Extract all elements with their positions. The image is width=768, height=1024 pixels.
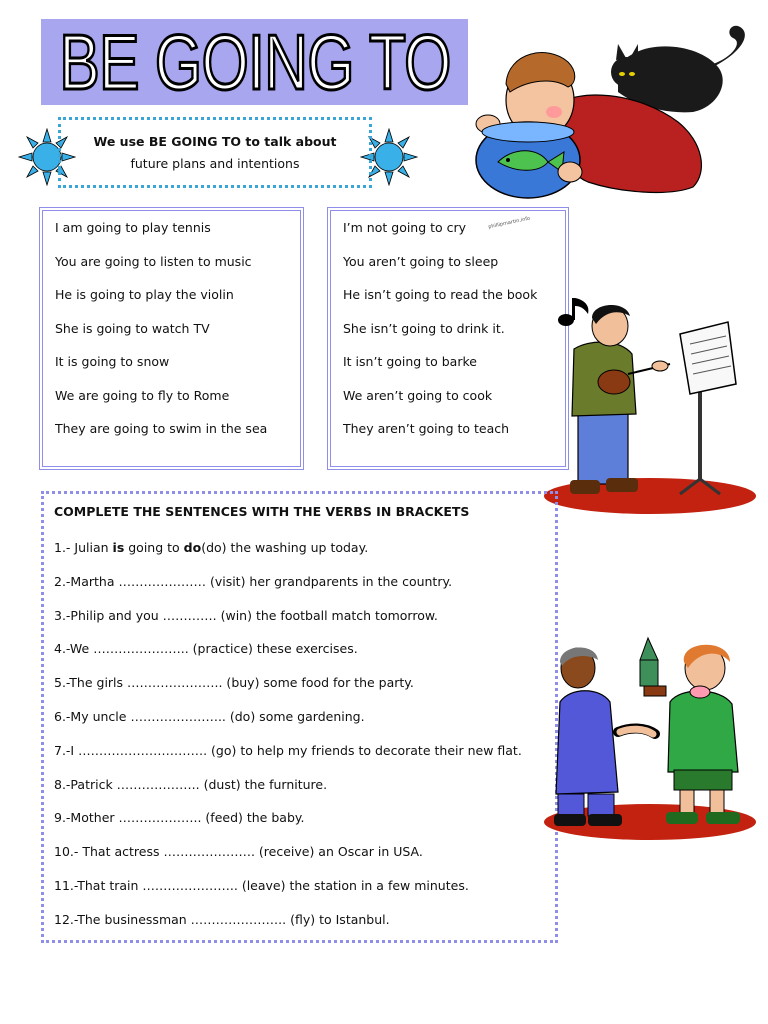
negative-sentence: It isn’t going to barke bbox=[343, 354, 477, 369]
negative-sentence: They aren’t going to teach bbox=[343, 421, 510, 436]
affirmative-sentence: He is going to play the violin bbox=[55, 287, 234, 302]
intro-line-1: We use BE GOING TO to talk about bbox=[93, 133, 337, 149]
exercise-heading: COMPLETE THE SENTENCES WITH THE VERBS IN BRACKETS bbox=[54, 504, 470, 519]
affirmative-sentence: She is going to watch TV bbox=[55, 320, 210, 336]
negative-sentence: You aren’t going to sleep bbox=[343, 253, 499, 269]
affirmative-examples-box bbox=[39, 207, 304, 470]
award-handshake-illustration bbox=[540, 632, 760, 842]
affirmative-sentence: It is going to snow bbox=[55, 354, 170, 369]
example-answer-bold: do bbox=[183, 540, 202, 555]
negative-sentence: I’m not going to cry bbox=[343, 220, 467, 235]
violinist-illustration bbox=[540, 294, 760, 516]
exercise-item: 2.-Martha ………………… (visit) her grandparents in the country. bbox=[54, 573, 453, 589]
affirmative-sentence: You are going to listen to music bbox=[55, 253, 252, 269]
exercise-item: 12.-The businessman ………………….. (fly) to Istanbul. bbox=[54, 911, 390, 927]
exercise-box bbox=[41, 491, 558, 943]
negative-sentence: She isn’t going to drink it. bbox=[343, 320, 505, 336]
boy-fishbowl-cat-illustration bbox=[468, 22, 768, 200]
page-title: BE GOING TO bbox=[58, 18, 451, 106]
exercise-item: 6.-My uncle ………………….. (do) some gardening. bbox=[54, 708, 365, 724]
intro-box bbox=[58, 117, 372, 188]
exercise-item: 11.-That train ………………….. (leave) the station in a few minutes. bbox=[54, 877, 469, 893]
example-answer-bold: is bbox=[112, 540, 125, 555]
exercise-item: 5.-The girls ………………….. (buy) some food for the party. bbox=[54, 675, 414, 691]
exercise-item-text: 1.- Julian bbox=[54, 540, 113, 555]
affirmative-sentence: They are going to swim in the sea bbox=[55, 421, 268, 436]
music-note-icon bbox=[558, 298, 588, 326]
exercise-item-text: (do) the washing up today. bbox=[201, 540, 369, 555]
exercise-item: 10.- That actress …………………. (receive) an Oscar in USA. bbox=[54, 844, 423, 860]
exercise-item: 8.-Patrick ……………….. (dust) the furniture. bbox=[54, 776, 328, 792]
affirmative-sentence: I am going to play tennis bbox=[55, 220, 211, 235]
exercise-item: 7.-I …………………………. (go) to help my friends to decorate their new flat. bbox=[54, 742, 522, 758]
exercise-item: 4.-We ………………….. (practice) these exercises. bbox=[54, 641, 358, 657]
title-banner bbox=[41, 19, 468, 105]
exercise-item: 9.-Mother ……………….. (feed) the baby. bbox=[54, 810, 305, 826]
exercise-item bbox=[54, 537, 555, 571]
illustration-credit: phillipmartin.info bbox=[487, 215, 531, 231]
negative-sentence: He isn’t going to read the book bbox=[343, 287, 538, 302]
exercise-item: 3.-Philip and you …………. (win) the football match tomorrow. bbox=[54, 607, 438, 623]
affirmative-sentence: We are going to fly to Rome bbox=[55, 387, 230, 403]
negative-examples-box bbox=[327, 207, 569, 470]
negative-sentence: We aren’t going to cook bbox=[343, 387, 493, 403]
exercise-item-text: going to bbox=[124, 540, 184, 555]
intro-line-2: future plans and intentions bbox=[130, 155, 300, 171]
